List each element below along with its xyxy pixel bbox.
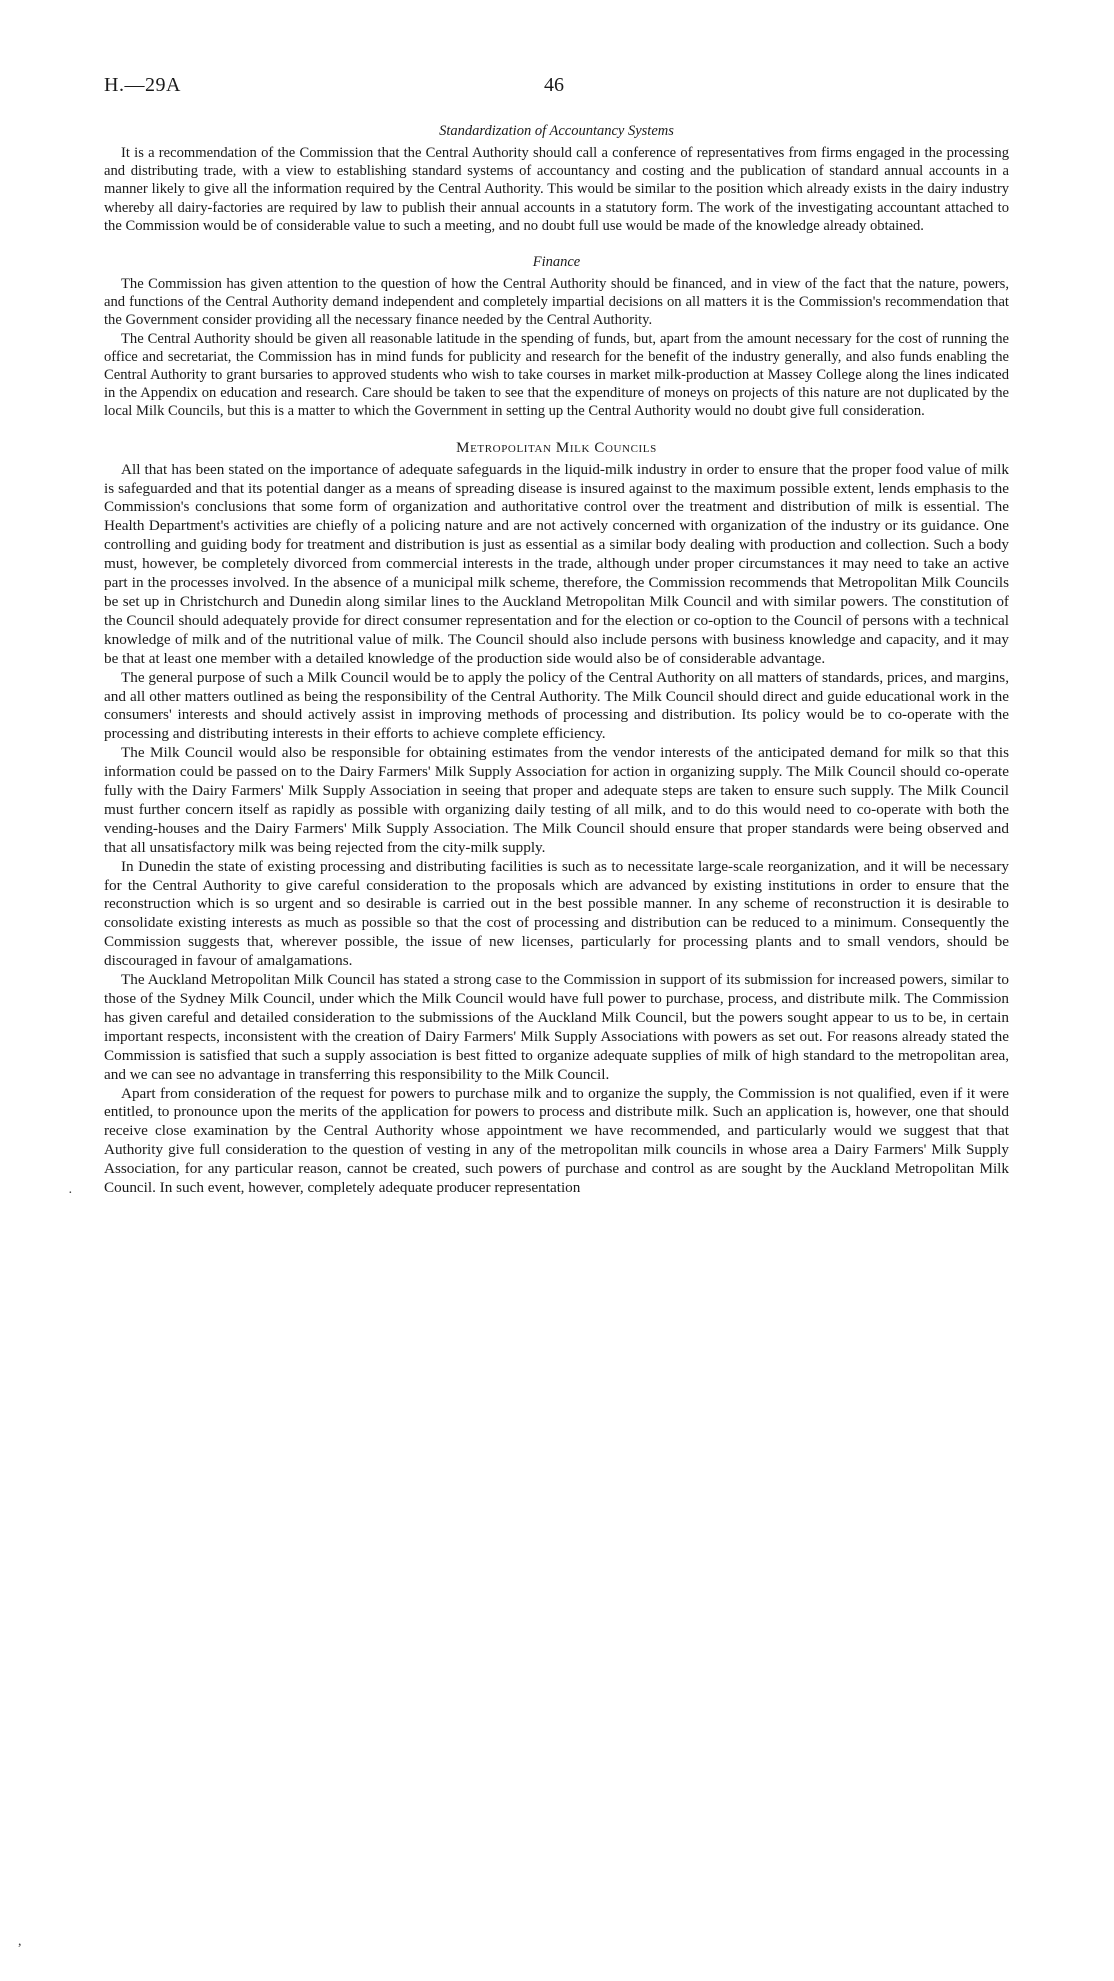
paragraph: In Dunedin the state of existing processing and distributing facilities is such as to necessitate large-scale reorganization, and it will be necessary for the Central Authority to give careful consideration to the proposals which are advanced by existing institutions in order to ensure that the reconstruction which is so urgent and so desirable is carried out in the best possible manner. In any scheme of reconstruction it is desirable to consolidate existing interests as much as possible so that the cost of processing and distribution can be reduced to a minimum. Consequently the Commission suggests that, wherever possible, the issue of new licenses, particularly for processing plants and to small vendors, should be discouraged in favour of amalgamations. <box>104 857 1009 970</box>
section-heading: Finance <box>532 254 581 271</box>
margin-mark: · <box>68 1186 73 1201</box>
section-accountancy <box>104 122 1009 235</box>
paragraph: The Commission has given attention to the question of how the Central Authority should be financed, and in view of the fact that the nature, powers, and functions of the Central Authority demand independent and completely impartial decisions on all matters it is the Commission's recommendation that the Government consider providing all the necessary finance needed by the Central Authority. <box>104 276 1009 329</box>
margin-mark: , <box>18 1934 22 1949</box>
paragraph: The Central Authority should be given all reasonable latitude in the spending of funds, but, apart from the amount necessary for the cost of running the office and secretariat, the Commission has in mind funds for publicity and research for the benefit of the industry generally, and also funds enabling the Central Authority to grant bursaries to approved students who wish to take courses in market milk-production at Massey College along the lines indicated in the Appendix on education and research. Care should be taken to see that the expenditure of moneys on projects of this nature are not duplicated by the local Milk Councils, but this is a matter to which the Government in setting up the Central Authority would no doubt give full consideration. <box>104 330 1009 420</box>
paragraph: It is a recommendation of the Commission that the Central Authority should call a conference of representatives from firms engaged in the processing and distributing trade, with a view to establishing standard systems of accountancy and costing and the publication of standard annual accounts in a manner likely to give all the information required by the Central Authority. This would be similar to the position which already exists in the dairy industry whereby all dairy-factories are required by law to publish their annual accounts in a statutory form. The work of the investigating accountant attached to the Commission would be of considerable value to such a meeting, and no doubt full use would be made of the knowledge already obtained. <box>104 145 1009 234</box>
section-heading: Metropolitan Milk Councils <box>456 439 657 456</box>
section-finance <box>104 253 1009 421</box>
document-reference: H.—29A <box>104 74 181 96</box>
page-header <box>104 74 1009 98</box>
paragraph: The Auckland Metropolitan Milk Council has stated a strong case to the Commission in support of its submission for increased powers, similar to those of the Sydney Milk Council, under which the Milk Council would have full power to purchase, process, and distribute milk. The Commission has given careful and detailed consideration to the submissions of the Auckland Milk Council, but the powers sought appear to us to be, in certain important respects, inconsistent with the creation of Dairy Farmers' Milk Supply Associations with powers as set out. For reasons already stated the Commission is satisfied that such a supply association is best fitted to organize adequate supplies of milk of high standard to the metropolitan area, and we can see no advantage in transferring this responsibility to the Milk Council. <box>104 971 1009 1083</box>
paragraph: The Milk Council would also be responsible for obtaining estimates from the vendor interests of the anticipated demand for milk so that this information could be passed on to the Dairy Farmers' Milk Supply Association for action in organizing supply. The Milk Council should co-operate fully with the Dairy Farmers' Milk Supply Association in seeing that proper and adequate steps are taken to ensure such supply. The Milk Council must further concern itself as rapidly as possible with organizing daily testing of all milk, and to do this would need to co-operate with both the vending-houses and the Dairy Farmers' Milk Supply Association. The Milk Council should ensure that proper standards were being observed and that all unsatisfactory milk was being rejected from the city-milk supply. <box>104 744 1009 856</box>
page-number: 46 <box>544 74 564 96</box>
paragraph: All that has been stated on the importance of adequate safeguards in the liquid-milk industry in order to ensure that the proper food value of milk is safeguarded and that its potential danger as a means of spreading disease is insured against to the maximum possible extent, lends emphasis to the Commission's conclusions that some form of organization and authoritative control over the treatment and distribution of milk is essential. The Health Department's activities are chiefly of a policing nature and are not actively concerned with organization of the industry or its guidance. One controlling and guiding body for treatment and distribution is just as essential as a similar body dealing with production and collection. Such a body must, however, be completely divorced from commercial interests in the trade, although under proper circumstances it may need to take an active part in the processes involved. In the absence of a municipal milk scheme, therefore, the Commission recommends that Metropolitan Milk Councils be set up in Christchurch and Dunedin along similar lines to the Auckland Metropolitan Milk Council and with similar powers. The constitution of the Council should adequately provide for direct consumer representation and for the election or co-option to the Council of persons with a technical knowledge of milk and of the nutritional value of milk. The Council should also include persons with business knowledge and capacity, and it may be that at least one member with a detailed knowledge of the production side would also be of considerable advantage. <box>104 460 1009 667</box>
paragraph: Apart from consideration of the request for powers to purchase milk and to organize the supply, the Commission is not qualified, even if it were entitled, to pronounce upon the merits of the application for powers to process and distribute milk. Such an application is, however, one that should receive close examination by the Central Authority whose appointment we have recommended, and particularly would we suggest that that Authority give full consideration to the question of vesting in any of the metropolitan milk councils in whose area a Dairy Farmers' Milk Supply Association, for any particular reason, cannot be created, such powers of purchase and control as are sought by the Auckland Metropolitan Milk Council. In such event, however, completely adequate producer representation <box>104 1084 1009 1197</box>
paragraph: The general purpose of such a Milk Council would be to apply the policy of the Central Authority on all matters of standards, prices, and margins, and all other matters outlined as being the responsibility of the Central Authority. The Milk Council should direct and guide educational work in the consumers' interests and should actively assist in improving methods of processing and distribution. Its policy would be to co-operate with the processing and distributing interests in their efforts to achieve complete efficiency. <box>104 668 1009 743</box>
section-heading: Standardization of Accountancy Systems <box>439 123 674 139</box>
section-metropolitan-milk-councils <box>104 439 1009 1198</box>
page-body <box>104 122 1009 1198</box>
